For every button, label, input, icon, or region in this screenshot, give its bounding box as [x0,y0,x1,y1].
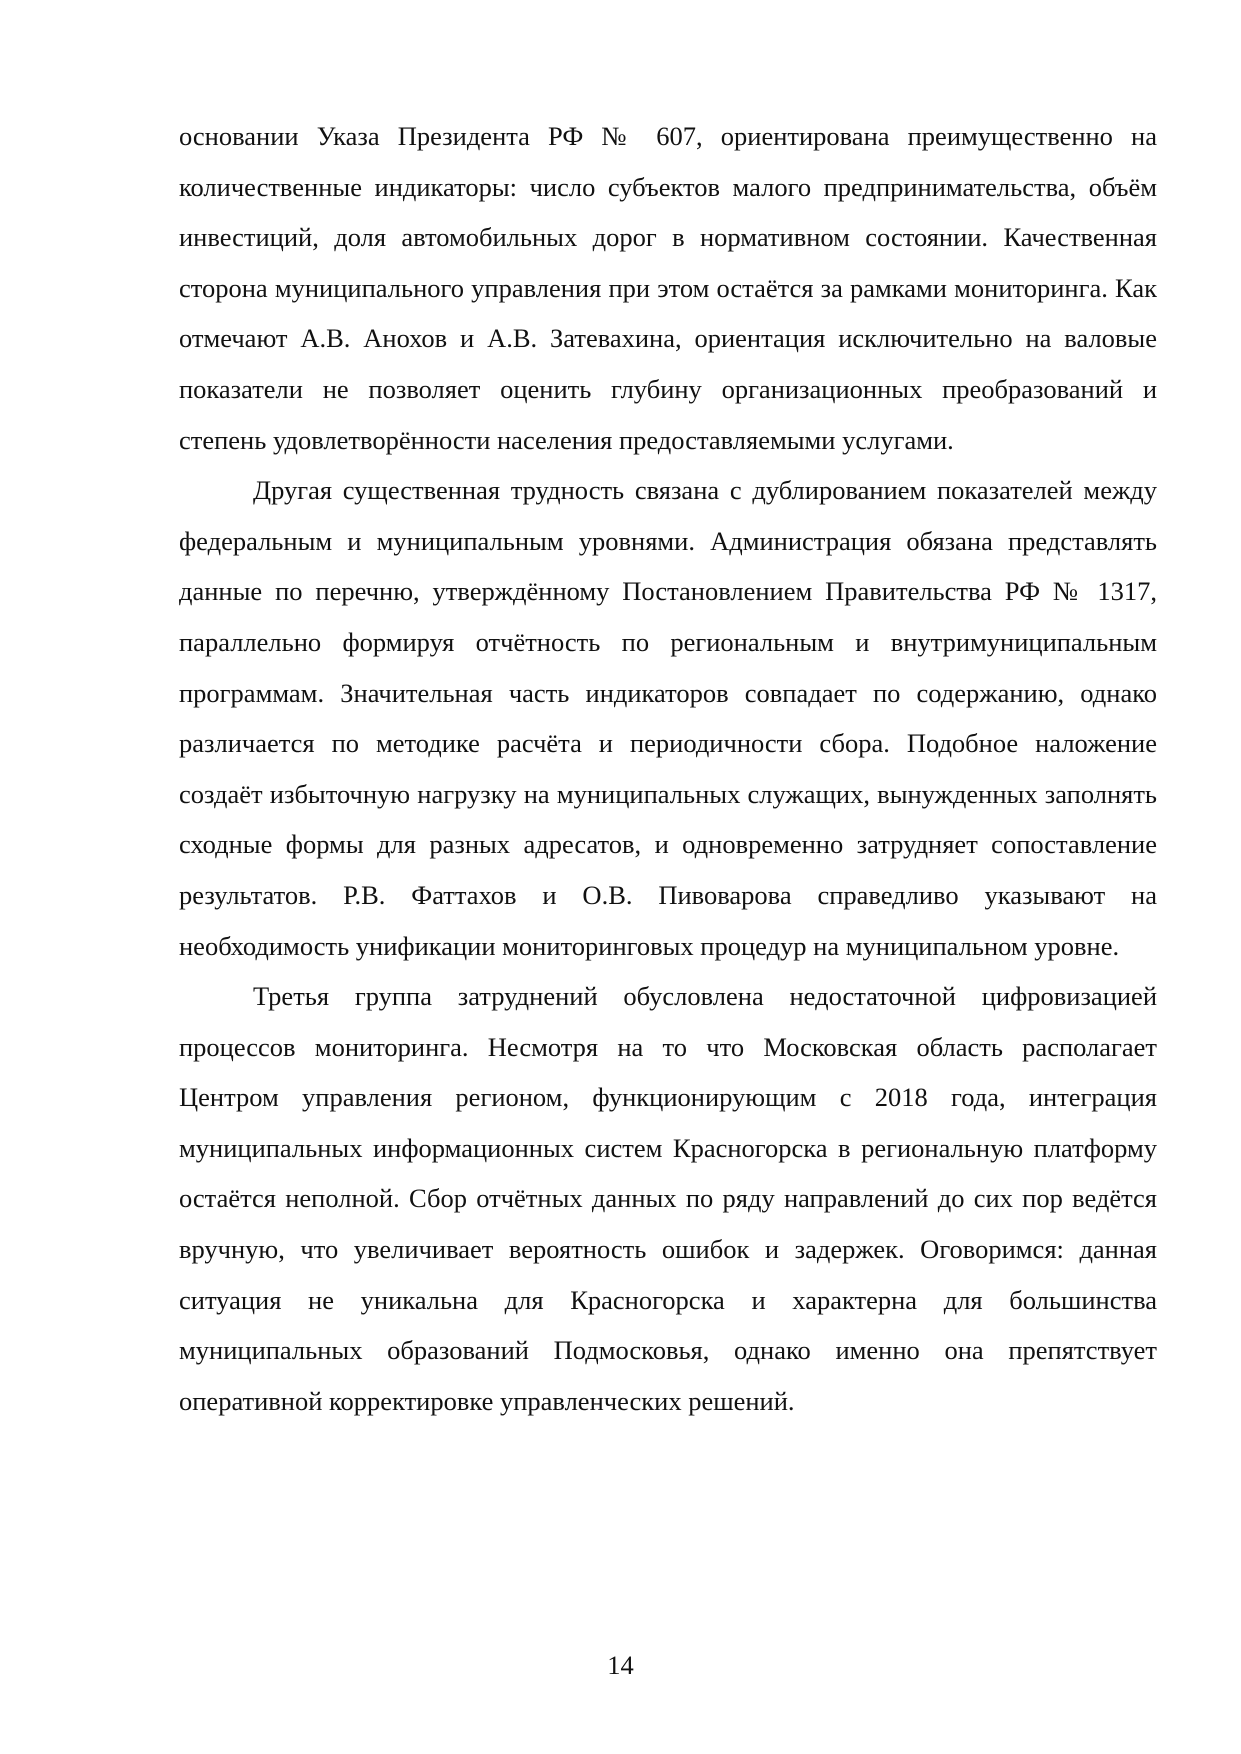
paragraph-duplication: Другая существенная трудность связана с дублированием показателей между федеральным и муниципальным уровнями. Администрация обязана представлять данные по перечню, утверждённому Постановлением Правительства РФ № 1317, параллельно формируя отчётность по региональным и внутримуниципальным программам. Значительная часть индикаторов совпадает по содержанию, однако различается по методике расчёта и периодичности сбора. Подобное наложение создаёт избыточную нагрузку на муниципальных служащих, вынужденных заполнять сходные формы для разных адресатов, и одновременно затрудняет сопоставление результатов. Р.В. Фаттахов и О.В. Пивоварова справедливо указывают на необходимость унификации мониторинговых процедур на муниципальном уровне. [179,475,1157,961]
paragraph-digitalization: Третья группа затруднений обусловлена недостаточной цифровизацией процессов мониторинга. Несмотря на то что Московская область располагает Центром управления регионом, функционирующим с 2018 года, интеграция муниципальных информационных систем Красногорска в региональную платформу остаётся неполной. Сбор отчётных данных по ряду направлений до сих пор ведётся вручную, что увеличивает вероятность ошибок и задержек. Оговоримся: данная ситуация не уникальна для Красногорска и характерна для большинства муниципальных образований Подмосковья, однако именно она препятствует оперативной корректировке управленческих решений. [179,981,1157,1416]
body-text [179,111,1157,1426]
paragraph-continuation: основании Указа Президента РФ № 607, ориентирована преимущественно на количественные индикаторы: число субъектов малого предпринимательства, объём инвестиций, доля автомобильных дорог в нормативном состоянии. Качественная сторона муниципального управления при этом остаётся за рамками мониторинга. Как отмечают А.В. Анохов и А.В. Затевахина, ориентация исключительно на валовые показатели не позволяет оценить глубину организационных преобразований и степень удовлетворённости населения предоставляемыми услугами. [179,121,1157,455]
page-number: 14 [607,1650,634,1680]
